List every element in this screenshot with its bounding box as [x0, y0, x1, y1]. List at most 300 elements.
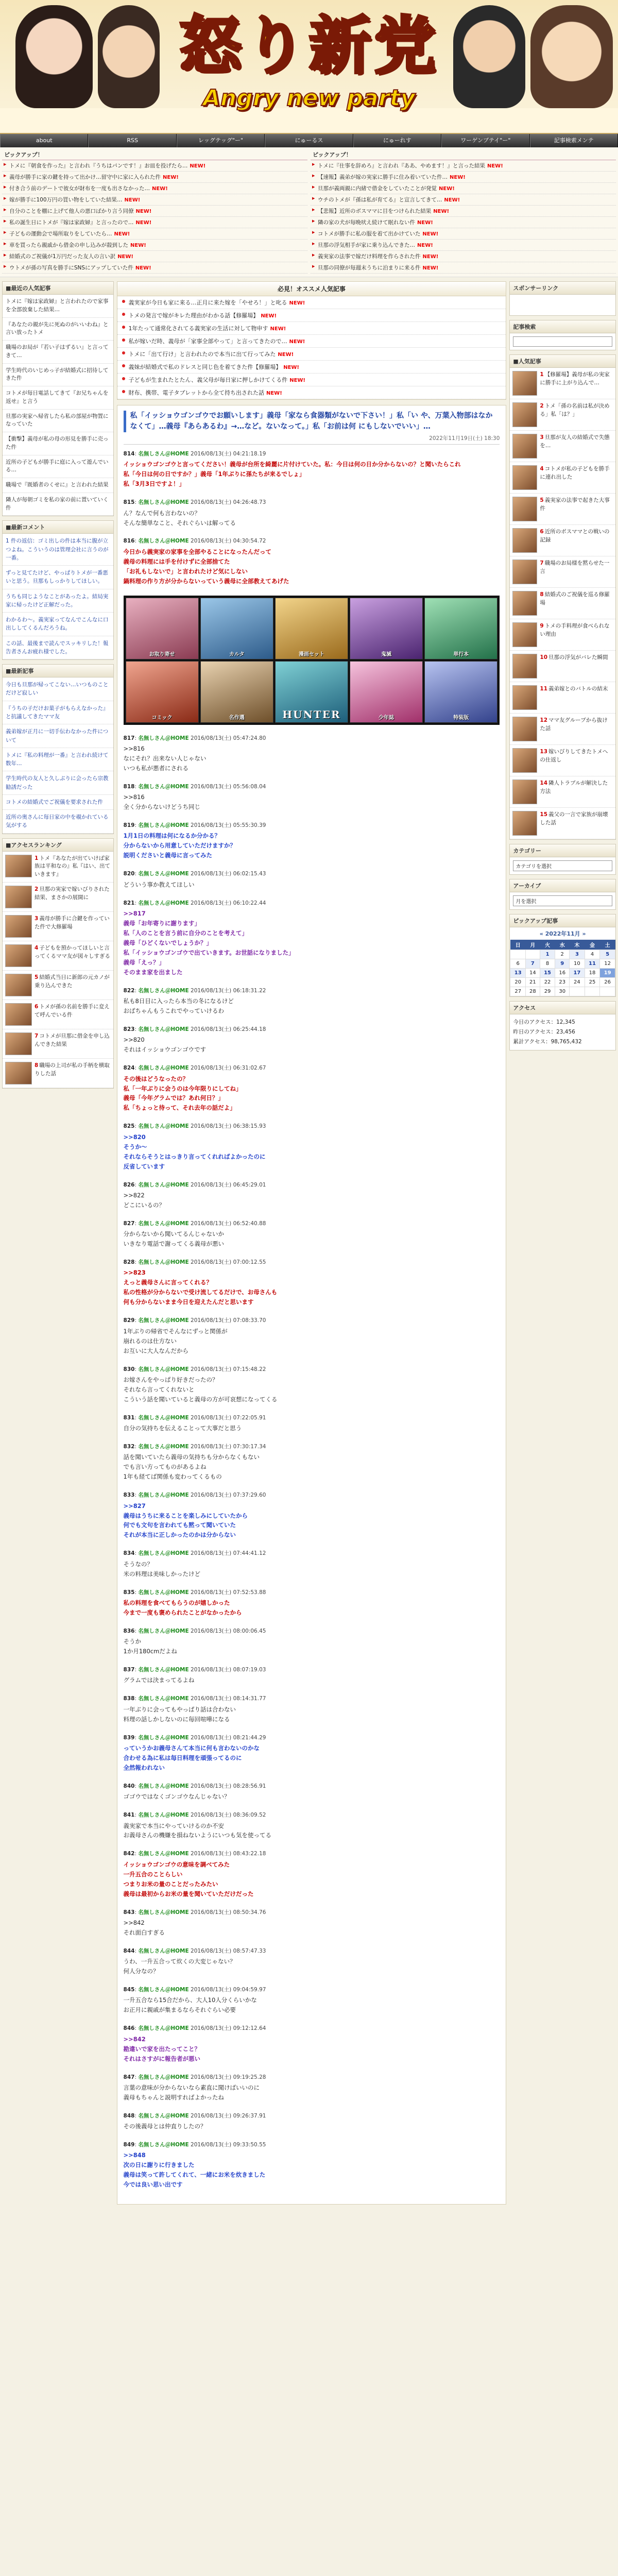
- post-number[interactable]: 841: [123, 1812, 135, 1819]
- recent-thumbnail[interactable]: [512, 654, 537, 679]
- product-thumbnail[interactable]: [200, 661, 273, 723]
- calendar-day: [526, 950, 540, 959]
- pickup-item[interactable]: [311, 240, 616, 251]
- post-author: 名無しさん＠HOME: [138, 1550, 189, 1557]
- product-thumbnail[interactable]: [200, 598, 273, 659]
- comment-post: [124, 1316, 500, 1355]
- ranking-row[interactable]: [3, 941, 113, 971]
- nav-item-rss[interactable]: RSS: [88, 134, 176, 147]
- calendar-day: 28: [526, 987, 540, 996]
- post-body: >>817 義母「お年寄りに謝ります」 私「人のことを言う前に自分のことを考えて」 義母「ひどくないでしょうか？」 私「イッショウゴンゴウで出ていきます。お世話になりました」 義母「えっ？」 そのまま家を出ました: [123, 909, 295, 976]
- post-header: [124, 1549, 500, 1558]
- ranking-text[interactable]: 職場の上司が私の手柄を横取りした話: [35, 1062, 110, 1077]
- product-thumbnail[interactable]: [424, 598, 497, 659]
- latest-item[interactable]: 『うちの子だけお菓子がもらえなかった』と抗議してきたママ友: [3, 701, 113, 725]
- calendar-prev[interactable]: «: [539, 930, 543, 937]
- product-thumbnail[interactable]: [275, 598, 348, 659]
- archive-select[interactable]: 月を選択: [513, 895, 612, 906]
- new-badge: NEW!: [450, 175, 466, 180]
- category-title: カテゴリー: [510, 844, 615, 857]
- post-number[interactable]: 843: [123, 1909, 135, 1916]
- list-item[interactable]: 隣人が毎朝ゴミを私の家の前に置いていく件: [3, 493, 113, 516]
- calendar-day: [570, 987, 585, 996]
- recent-text[interactable]: 結婚式のご祝儀を巡る修羅場: [540, 591, 610, 606]
- pickup-item-text[interactable]: ウチのトメが『孫は私が育てる』と宣言してきて…: [318, 197, 442, 203]
- pickup-item[interactable]: [311, 172, 616, 183]
- post-body: ん？なんで何も言わないの？ そんな簡単なこと、それぐらいは解ってる: [123, 509, 236, 527]
- post-date: 2016/08/13(土) 07:15:48.22: [191, 1366, 266, 1372]
- post-number[interactable]: 828: [123, 1259, 135, 1266]
- pickup-item[interactable]: [311, 262, 616, 274]
- post-header: [124, 2112, 500, 2121]
- ranking-thumbnail[interactable]: [5, 915, 32, 938]
- global-nav: [0, 134, 618, 147]
- post-number[interactable]: 837: [123, 1667, 135, 1673]
- pickup-item[interactable]: [2, 240, 307, 251]
- recommended-item[interactable]: [117, 322, 506, 335]
- recommended-item[interactable]: [117, 374, 506, 386]
- calendar-day[interactable]: 1: [540, 950, 555, 959]
- ranking-row[interactable]: [3, 1059, 113, 1088]
- nav-item-6[interactable]: ワーゲンブテイ"ー": [441, 134, 529, 147]
- search-input[interactable]: [513, 336, 612, 347]
- post-number[interactable]: 821: [123, 900, 135, 906]
- post-number[interactable]: 845: [123, 1987, 135, 1993]
- post-author: 名無しさん＠HOME: [138, 822, 189, 829]
- pickup-item-text[interactable]: 隣の家の犬が毎晩吠え続けて眠れない件: [318, 219, 415, 226]
- post-number[interactable]: 814: [123, 451, 135, 457]
- new-badge: NEW!: [266, 391, 282, 396]
- calendar-day[interactable]: 7: [526, 959, 540, 969]
- latest-item[interactable]: コトメの結婚式でご祝儀を要求された件: [3, 795, 113, 810]
- nav-item-about[interactable]: about: [0, 134, 88, 147]
- search-title: 記事検索: [510, 320, 615, 333]
- separator: :: [134, 1414, 139, 1421]
- recommended-item[interactable]: [117, 309, 506, 322]
- recent-text[interactable]: 旦那が友人の結婚式で失態を…: [540, 434, 610, 449]
- post-number[interactable]: 836: [123, 1628, 135, 1634]
- recent-row[interactable]: [510, 462, 615, 494]
- pickup-item[interactable]: [2, 160, 307, 172]
- new-badge: NEW!: [163, 175, 179, 180]
- calendar-day[interactable]: 5: [600, 950, 615, 959]
- recent-popular-title: ■人気記事: [510, 355, 615, 368]
- recent-text[interactable]: 義実家の法事で起きた大事件: [540, 497, 610, 512]
- separator: :: [134, 1220, 139, 1227]
- pickup-item-text[interactable]: 私の誕生日にトメが『嫁は家政婦』と言ったので…: [9, 219, 134, 226]
- post-number[interactable]: 816: [123, 538, 135, 545]
- post-number[interactable]: 833: [123, 1492, 135, 1499]
- product-thumbnail[interactable]: [350, 598, 423, 659]
- post-number[interactable]: 834: [123, 1550, 135, 1557]
- category-select[interactable]: カテゴリを選択: [513, 860, 612, 871]
- separator: :: [134, 1366, 139, 1372]
- sponsor-slot[interactable]: [510, 295, 615, 315]
- list-item[interactable]: トメに『嫁は家政婦』と言われたので家事を全部放棄した結果…: [3, 295, 113, 318]
- comment-item[interactable]: ずっと見てたけど、やっぱりトメが一番悪いと思う。旦那もしっかりしてほしい。: [3, 566, 113, 589]
- recommended-title: 必見！オススメ人気記事: [117, 282, 506, 296]
- recent-text[interactable]: 【修羅場】義母が私の実家に勝手に上がり込んで…: [540, 371, 610, 386]
- recent-text[interactable]: 義弟嫁とのバトルの結末: [548, 686, 608, 692]
- nav-item-4[interactable]: にゅーるス: [265, 134, 353, 147]
- new-badge: NEW!: [114, 231, 130, 237]
- ranking-text[interactable]: トメ『あなたが出ていけば家族は平和なの』私『はい、出ていきます』: [35, 855, 110, 878]
- recent-row[interactable]: [510, 714, 615, 745]
- post-number[interactable]: 827: [123, 1220, 135, 1227]
- recommended-item-text[interactable]: 1年たって通常化されてる義実家の生活に対して物申す: [128, 325, 268, 332]
- list-item[interactable]: 職場のお局が『若い子はずるい』と言ってきて…: [3, 341, 113, 364]
- post-number[interactable]: 840: [123, 1783, 135, 1789]
- comment-item[interactable]: わかるわ〜。義実家ってなんでこんなに口出ししてくるんだろうね。: [3, 613, 113, 636]
- post-number[interactable]: 835: [123, 1589, 135, 1596]
- pickup-item-text[interactable]: ウトメが孫の写真を勝手にSNSにアップしていた件: [9, 265, 133, 271]
- post-body: >>820 そうか〜 それならそうとはっきり言ってくれればよかったのに 反省しています: [123, 1133, 266, 1170]
- calendar-day[interactable]: 15: [540, 969, 555, 978]
- comment-post: [124, 537, 500, 586]
- recent-thumbnail[interactable]: [512, 465, 537, 490]
- post-number[interactable]: 823: [123, 1026, 135, 1032]
- comment-post: [124, 1947, 500, 1976]
- calendar-day[interactable]: 17: [570, 969, 585, 978]
- pickup-item-text[interactable]: 【速報】義弟が嫁の実家に勝手に住み着いていた件…: [318, 174, 448, 180]
- post-date: 2016/08/13(土) 07:52:53.88: [191, 1589, 266, 1596]
- pickup-item[interactable]: [2, 228, 307, 240]
- pickup-item-text[interactable]: 義母が勝手に家の鍵を持って出かけ…留守中に家に入られた件: [9, 174, 161, 180]
- new-badge: NEW!: [130, 243, 146, 248]
- comment-post: [124, 2073, 500, 2103]
- recommended-item-text[interactable]: トメの発言で嫁がキレた理由がわかる話【修羅場】: [128, 312, 259, 319]
- post-number[interactable]: 820: [123, 871, 135, 877]
- latest-title: ■最新記事: [3, 665, 113, 677]
- recommended-item[interactable]: [117, 386, 506, 399]
- recent-text[interactable]: 旦那の浮気がバレた瞬間: [548, 654, 608, 660]
- recent-row[interactable]: [510, 431, 615, 462]
- recent-row[interactable]: [510, 776, 615, 808]
- recent-thumbnail[interactable]: [512, 779, 537, 804]
- pickup-item[interactable]: [311, 194, 616, 206]
- post-author: 名無しさん＠HOME: [138, 2025, 189, 2032]
- ranking-text[interactable]: 義母が勝手に合鍵を作っていた件で大修羅場: [35, 915, 110, 930]
- calendar-day: 14: [526, 969, 540, 978]
- recent-row[interactable]: [510, 745, 615, 776]
- recommended-item-text[interactable]: トメに「出て行け」と言われたので本当に出て行ってみた: [128, 351, 276, 358]
- post-number[interactable]: 842: [123, 1851, 135, 1857]
- post-number[interactable]: 825: [123, 1123, 135, 1130]
- list-item[interactable]: 旦那の実家へ帰省したら私の部屋が物置になっていた: [3, 410, 113, 433]
- recent-thumbnail[interactable]: [512, 622, 537, 647]
- recent-thumbnail[interactable]: [512, 497, 537, 521]
- ranking-thumbnail[interactable]: [5, 886, 32, 908]
- recommended-item[interactable]: [117, 335, 506, 348]
- pickup-item[interactable]: [311, 251, 616, 262]
- search-box: [509, 320, 616, 350]
- post-author: 名無しさん＠HOME: [138, 1734, 189, 1741]
- recent-row[interactable]: [510, 525, 615, 556]
- pickup-item[interactable]: [2, 206, 307, 217]
- pickup-item[interactable]: [2, 172, 307, 183]
- recent-text[interactable]: 職場のお局様を黙らせた一言: [540, 560, 610, 574]
- pickup-item-text[interactable]: 【悲報】近所のボスママに目をつけられた結果: [318, 208, 432, 214]
- pickup-item[interactable]: [311, 206, 616, 217]
- calendar-day[interactable]: 11: [585, 959, 600, 969]
- pickup-item-text[interactable]: 結婚式のご祝儀が1万円だった友人の言い訳: [9, 253, 116, 260]
- product-thumbnail[interactable]: [126, 598, 199, 659]
- recommended-item[interactable]: [117, 361, 506, 374]
- separator: :: [134, 1783, 139, 1789]
- calendar-day: 22: [540, 978, 555, 987]
- calendar-head: [510, 940, 615, 950]
- post-header: [124, 498, 500, 507]
- recent-text[interactable]: 隣人トラブルが解決した方法: [540, 780, 608, 794]
- recent-row[interactable]: [510, 651, 615, 682]
- recent-thumbnail[interactable]: [512, 685, 537, 710]
- list-item[interactable]: コトメが毎日電話してきて『お兄ちゃんを返せ』と言う: [3, 386, 113, 410]
- ranking-thumbnail[interactable]: [5, 855, 32, 877]
- calendar-weekday: 月: [526, 940, 540, 950]
- recent-text[interactable]: ママ友グループから抜けた話: [540, 717, 608, 732]
- post-number[interactable]: 822: [123, 987, 135, 994]
- product-thumbnail[interactable]: [126, 661, 199, 723]
- ranking-thumbnail[interactable]: [5, 1032, 32, 1055]
- product-thumbnail-label: 名作選: [229, 715, 245, 721]
- pickup-item-text[interactable]: 義実家の法事で嫁だけ料理を作らされた件: [318, 253, 421, 260]
- recent-text[interactable]: トメ「孫の名前は私が決める」私「は？」: [540, 403, 610, 417]
- posts-top: [124, 450, 500, 586]
- calendar-week: [510, 978, 615, 987]
- recent-thumbnail[interactable]: [512, 371, 537, 396]
- post-date: 2016/08/13(土) 09:33:50.55: [191, 2142, 266, 2148]
- pickup-item-text[interactable]: 子どもの運動会で場所取りをしていたら…: [9, 231, 112, 237]
- recommended-item-text[interactable]: 子どもが生まれたとたん、義父母が毎日家に押しかけてくる件: [128, 377, 288, 383]
- ranking-text[interactable]: トメが孫の名前を勝手に変えて呼んでいる件: [35, 1003, 110, 1018]
- recent-text[interactable]: 嫁いびりしてきたトメへの仕返し: [540, 749, 608, 763]
- post-date: 2016/08/13(土) 08:57:47.33: [191, 1947, 266, 1954]
- recent-row[interactable]: [510, 399, 615, 431]
- calendar-day[interactable]: 9: [555, 959, 570, 969]
- post-number[interactable]: 846: [123, 2025, 135, 2032]
- post-number[interactable]: 844: [123, 1947, 135, 1954]
- ranking-row[interactable]: [3, 883, 113, 912]
- ranking-row[interactable]: [3, 912, 113, 941]
- comment-item[interactable]: この話、最後まで読んでスッキリした！報告者さんお疲れ様でした。: [3, 636, 113, 660]
- post-author: 名無しさん＠HOME: [138, 2074, 189, 2080]
- pickup-item[interactable]: [311, 183, 616, 194]
- pickup-item-text[interactable]: 車を買ったら親戚から借金の申し込みが殺到した: [9, 242, 128, 248]
- post-number[interactable]: 830: [123, 1366, 135, 1372]
- post-number[interactable]: 832: [123, 1444, 135, 1450]
- ranking-thumbnail[interactable]: [5, 944, 32, 967]
- ranking-row[interactable]: [3, 1029, 113, 1059]
- new-badge: NEW!: [190, 163, 206, 169]
- product-thumbnail[interactable]: [424, 661, 497, 723]
- separator: :: [134, 1909, 139, 1916]
- post-header: [124, 1122, 500, 1131]
- ranking-text[interactable]: 旦那の実家で嫁いびりされた結果、まさかの展開に: [35, 886, 110, 901]
- recent-thumbnail[interactable]: [512, 434, 537, 459]
- ranking-text[interactable]: 結婚式当日に新郎の元カノが乗り込んできた: [35, 974, 110, 989]
- post-number[interactable]: 819: [123, 822, 135, 829]
- calendar-next[interactable]: »: [582, 930, 586, 937]
- pickup-item-text[interactable]: 自分のことを棚に上げて他人の悪口ばかり言う同僚: [9, 208, 134, 214]
- recent-number: 6: [540, 529, 544, 535]
- pickup-item-text[interactable]: 旦那の同僚が毎週末うちに泊まりに来る件: [318, 265, 421, 271]
- ranking-row[interactable]: [3, 971, 113, 1000]
- post-author: 名無しさん＠HOME: [138, 1987, 189, 1993]
- recent-row[interactable]: [510, 556, 615, 588]
- article-title[interactable]: 私「イッショウゴンゴウでお願いします」義母「家なら食器類がないで下さい！」私「い や、万葉入物部はなかなくて」…義母『あらあるわ』→…など。ないなって。」私「お前は何 にもしないでいい」…: [124, 411, 500, 432]
- pickup-item-text[interactable]: トメに『仕事を辞めろ』と言われ『ああ、やめます！』と言った結果: [318, 163, 485, 169]
- separator: :: [134, 1812, 139, 1819]
- recent-thumbnail[interactable]: [512, 811, 537, 836]
- post-number[interactable]: 817: [123, 735, 135, 741]
- post-number[interactable]: 815: [123, 499, 135, 506]
- latest-item[interactable]: 義弟嫁が正月に一切手伝わなかった件について: [3, 724, 113, 748]
- post-date: 2016/08/13(土) 07:44:41.12: [191, 1550, 266, 1557]
- ranking-row[interactable]: [3, 1000, 113, 1029]
- recent-thumbnail[interactable]: [512, 528, 537, 553]
- recent-text[interactable]: 近所のボスママとの戦いの記録: [540, 529, 610, 543]
- pickup-item[interactable]: [2, 262, 307, 274]
- separator: :: [134, 1987, 139, 1993]
- recommended-item-text[interactable]: 義妹が結婚式で私のドレスと同じ色を着てきた件【修羅場】: [128, 364, 282, 370]
- logo-main-text: 怒り新党: [179, 10, 439, 82]
- product-thumbnail[interactable]: [350, 661, 423, 723]
- latest-item[interactable]: 近所の奥さんに毎日家の中を覗かれている気がする: [3, 810, 113, 834]
- separator: :: [134, 900, 139, 906]
- recent-row[interactable]: [510, 619, 615, 651]
- latest-item[interactable]: 学生時代の友人と久しぶりに会ったら宗教勧誘だった: [3, 771, 113, 795]
- recent-popular-box: [509, 354, 616, 840]
- post-author: 名無しさん＠HOME: [138, 499, 189, 506]
- calendar-day[interactable]: 19: [600, 969, 615, 978]
- recent-row[interactable]: [510, 368, 615, 399]
- comment-post: [124, 2141, 500, 2190]
- ranking-number: 8: [35, 1062, 39, 1069]
- pickup-item[interactable]: [311, 228, 616, 240]
- post-number[interactable]: 839: [123, 1734, 135, 1741]
- recommended-item-text[interactable]: 義実家が今日も家に来る…正月に来た嫁を「やせろ！」と叱る: [128, 299, 287, 306]
- post-number[interactable]: 824: [123, 1065, 135, 1072]
- post-header: [124, 1064, 500, 1073]
- ranking-number: 7: [35, 1032, 39, 1039]
- recent-row[interactable]: [510, 588, 615, 619]
- nav-item-3[interactable]: レッグテッグ"ー": [177, 134, 265, 147]
- recent-thumbnail[interactable]: [512, 591, 537, 616]
- latest-item[interactable]: 今日も旦那が帰ってこない…いつものことだけど寂しい: [3, 677, 113, 701]
- comment-post: [124, 734, 500, 773]
- ranking-row[interactable]: [3, 852, 113, 883]
- post-body: 私も8日目に入ったら本当の冬になるけど おばちゃんもうこれでやっていけるわ: [123, 997, 234, 1014]
- post-number[interactable]: 847: [123, 2074, 135, 2080]
- pickup-item[interactable]: [2, 217, 307, 228]
- post-date: 2016/08/13(土) 04:30:54.72: [191, 538, 266, 545]
- comment-post: [124, 1443, 500, 1482]
- pickup-item[interactable]: [2, 183, 307, 194]
- post-number[interactable]: 848: [123, 2112, 135, 2119]
- recent-thumbnail[interactable]: [512, 717, 537, 741]
- ranking-number: 6: [35, 1003, 39, 1010]
- recent-thumbnail[interactable]: [512, 748, 537, 773]
- list-item[interactable]: 『あなたの親が先に死ぬのがいいわね』と言い放ったトメ: [3, 318, 113, 341]
- site-logo[interactable]: [175, 8, 443, 121]
- recent-text[interactable]: コトメが私の子どもを勝手に連れ出した: [540, 466, 610, 480]
- list-item[interactable]: 近所の子どもが勝手に庭に入って遊んでいる…: [3, 455, 113, 479]
- recent-thumbnail[interactable]: [512, 560, 537, 584]
- product-thumbnail[interactable]: [275, 661, 348, 723]
- recommended-item[interactable]: [117, 348, 506, 361]
- recent-text[interactable]: 義父の一言で家族が崩壊した話: [540, 811, 608, 826]
- post-number[interactable]: 849: [123, 2142, 135, 2148]
- recommended-item-text[interactable]: 私が嫁いだ時、義母が「家事全部やって」と言ってきたので…: [128, 338, 287, 345]
- post-header: [124, 1908, 500, 1917]
- post-number[interactable]: 818: [123, 783, 135, 790]
- post-body: 今日から義実家の家事を全部やることになったんだって 義母の料理には手を付けずに全部捨てた 「お礼もしないで」と言われたけど気にしない 鍋料理の作り方が分からないっていう義母に全部教えてあげた: [123, 548, 289, 585]
- recent-text[interactable]: トメの手料理が食べられない理由: [540, 623, 610, 637]
- recent-row[interactable]: [510, 808, 615, 839]
- comment-item[interactable]: うちも同じようなことがあったよ。結局実家に帰ったけど正解だった。: [3, 589, 113, 613]
- product-thumbnail-label: 特装版: [453, 715, 469, 721]
- separator: :: [134, 987, 139, 994]
- recommended-item[interactable]: [117, 296, 506, 309]
- comment-post: [124, 1491, 500, 1540]
- pickup-item-text[interactable]: 旦那が義両親に内緒で借金をしていたことが発覚: [318, 185, 437, 192]
- pickup-item[interactable]: [311, 217, 616, 228]
- comment-item[interactable]: 1 件の返信：ゴミ出しの件は本当に腹が立つよね。こういうのは管理会社に言うのが一番。: [3, 534, 113, 566]
- pickup-item-text[interactable]: 付き合う前のデートで彼女が財布を一度も出さなかった…: [9, 185, 150, 192]
- recent-row[interactable]: [510, 682, 615, 714]
- ranking-thumbnail[interactable]: [5, 1003, 32, 1026]
- separator: :: [134, 2112, 139, 2119]
- post-number[interactable]: 826: [123, 1181, 135, 1188]
- calendar-day[interactable]: 3: [570, 950, 585, 959]
- calendar-day[interactable]: 13: [510, 969, 526, 978]
- ranking-thumbnail[interactable]: [5, 974, 32, 996]
- post-date: 2016/08/13(土) 08:14:31.77: [191, 1696, 266, 1702]
- post-header: [124, 1666, 500, 1674]
- comment-post: [124, 1666, 500, 1685]
- latest-item[interactable]: トメに『私の料理が一番』と言われ続けて数年…: [3, 748, 113, 772]
- post-number[interactable]: 829: [123, 1317, 135, 1324]
- ranking-thumbnail[interactable]: [5, 1062, 32, 1084]
- recent-thumbnail[interactable]: [512, 402, 537, 427]
- nav-item-7[interactable]: 記事検索メンテ: [530, 134, 618, 147]
- pickup-item-text[interactable]: 旦那の浮気相手が家に乗り込んできた…: [318, 242, 415, 248]
- pickup-item[interactable]: [311, 160, 616, 172]
- list-item[interactable]: 【衝撃】義母が私の母の形見を勝手に売った件: [3, 432, 113, 455]
- recent-number: 13: [540, 749, 548, 755]
- pickup-item-text[interactable]: 嫁が勝手に100万円の買い物をしていた結果…: [9, 197, 123, 203]
- new-badge: NEW!: [422, 265, 439, 271]
- separator: :: [134, 1947, 139, 1954]
- list-item[interactable]: 学生時代のいじめっ子が結婚式に招待してきた件: [3, 364, 113, 387]
- ranking-text[interactable]: コトメが旦那に借金を申し込んできた結果: [35, 1032, 110, 1047]
- calendar-weekday: 日: [510, 940, 526, 950]
- pickup-item-text[interactable]: コトメが勝手に私の服を着て出かけていた: [318, 231, 421, 237]
- nav-item-5[interactable]: にゅーれす: [353, 134, 441, 147]
- post-author: 名無しさん＠HOME: [138, 735, 189, 741]
- post-number[interactable]: 838: [123, 1696, 135, 1702]
- list-item[interactable]: 職場で『既婚者のくせに』と言われた結果: [3, 478, 113, 493]
- post-number[interactable]: 831: [123, 1414, 135, 1421]
- pickup-item-text[interactable]: トメに『朝食を作った』と言われ『うちはパンです！』お皿を投げたら…: [9, 163, 188, 169]
- ranking-text[interactable]: 子どもを預かってほしいと言ってくるママ友が図々しすぎる: [35, 944, 110, 959]
- post-date: 2016/08/13(土) 08:50:34.76: [191, 1909, 266, 1916]
- recommended-item-text[interactable]: 財布、携帯、電子タブレットから全て持ち出された話: [128, 389, 264, 396]
- pickup-item[interactable]: [2, 251, 307, 262]
- new-badge: NEW!: [289, 378, 305, 383]
- pickup-item[interactable]: [2, 194, 307, 206]
- recent-row[interactable]: [510, 494, 615, 525]
